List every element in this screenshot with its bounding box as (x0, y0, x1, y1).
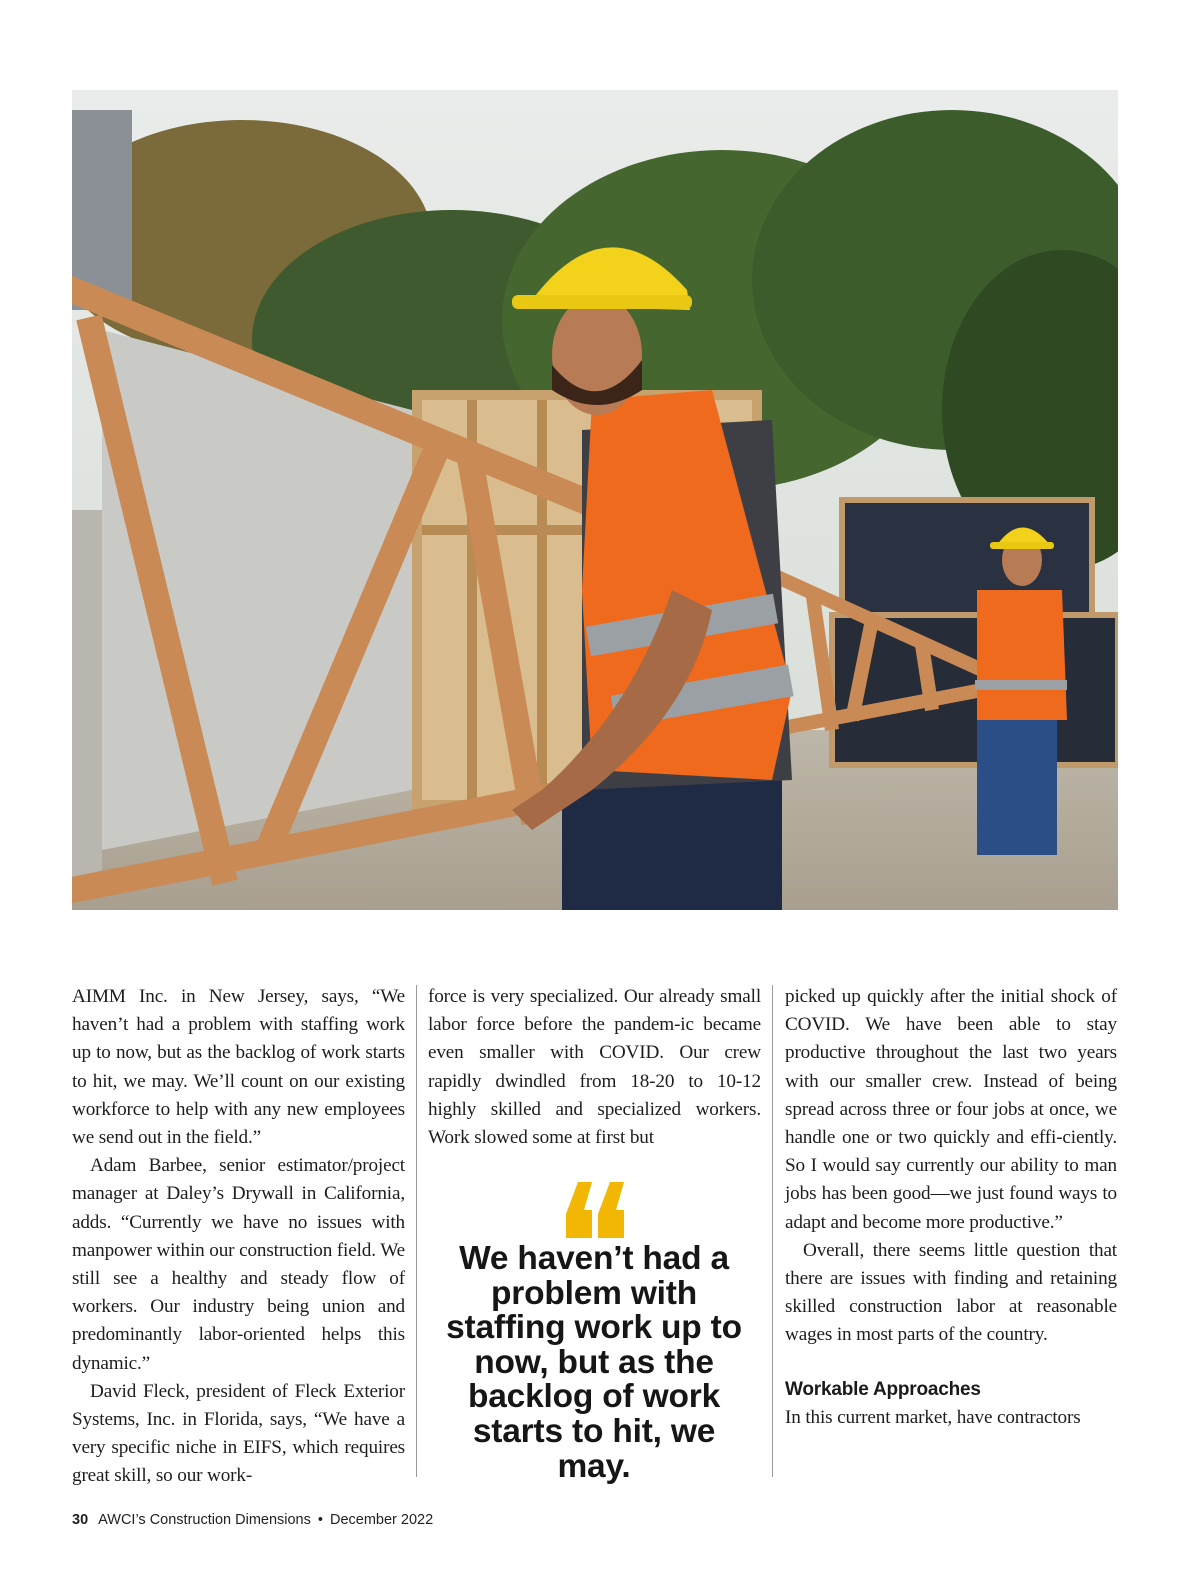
text-column-1 (72, 983, 405, 1491)
paragraph: AIMM Inc. in New Jersey, says, “We haven’t had a problem with staffing work up to now, but as the backlog of work starts to hit, we may. We’ll count on our existing workforce to help with any new employees we send out in the field.” (72, 986, 405, 1149)
page-number: 30 (72, 1512, 89, 1528)
publication-name: AWCI’s Construction Dimensions (98, 1512, 311, 1528)
paragraph: Adam Barbee, senior estimator/project manager at Daley’s Drywall in California, adds. “Currently we have no issues with manpower within our construction field. We still see a healthy and steady flow of workers. Our industry being union and predominantly labor-oriented helps this dynamic.” (72, 1155, 405, 1374)
paragraph: David Fleck, president of Fleck Exterior Systems, Inc. in Florida, says, “We have a very specific niche in EIFS, which requires great skill, so our work- (72, 1380, 405, 1487)
page-footer (72, 1512, 433, 1528)
construction-workers-photo (72, 90, 1118, 910)
section-subhead: Workable Approaches (785, 1378, 981, 1400)
text-column-2 (428, 983, 761, 1152)
column-divider (772, 985, 773, 1477)
article-photo (72, 90, 1118, 910)
issue-date: December 2022 (329, 1512, 434, 1528)
paragraph: picked up quickly after the initial shock of COVID. We have been able to stay productive throughout the last two years with our smaller crew. Instead of being spread across three or four jobs at once, we handle one or two quickly and effi-ciently. So I would say currently our ability to man jobs has been good—we just found ways to adapt and become more productive.” (785, 986, 1117, 1233)
pull-quote: We haven’t had a problem with staffing work up to now, but as the backlog of work starts to hit, we may. (446, 1240, 742, 1485)
quotation-mark-icon (560, 1182, 630, 1238)
footer-separator: • (317, 1512, 323, 1528)
paragraph: In this current market, have contractors (785, 1406, 1081, 1428)
paragraph: force is very specialized. Our already small labor force before the pandem-ic became even smaller with COVID. Our crew rapidly dwindled from 18-20 to 10-12 highly skilled and specialized workers. Work slowed some at first but (428, 986, 761, 1149)
column-divider (416, 985, 417, 1477)
text-column-3 (785, 983, 1117, 1432)
paragraph: Overall, there seems little question that there are issues with finding and retaining skilled construction labor at reasonable wages in most parts of the country. (785, 1239, 1117, 1346)
